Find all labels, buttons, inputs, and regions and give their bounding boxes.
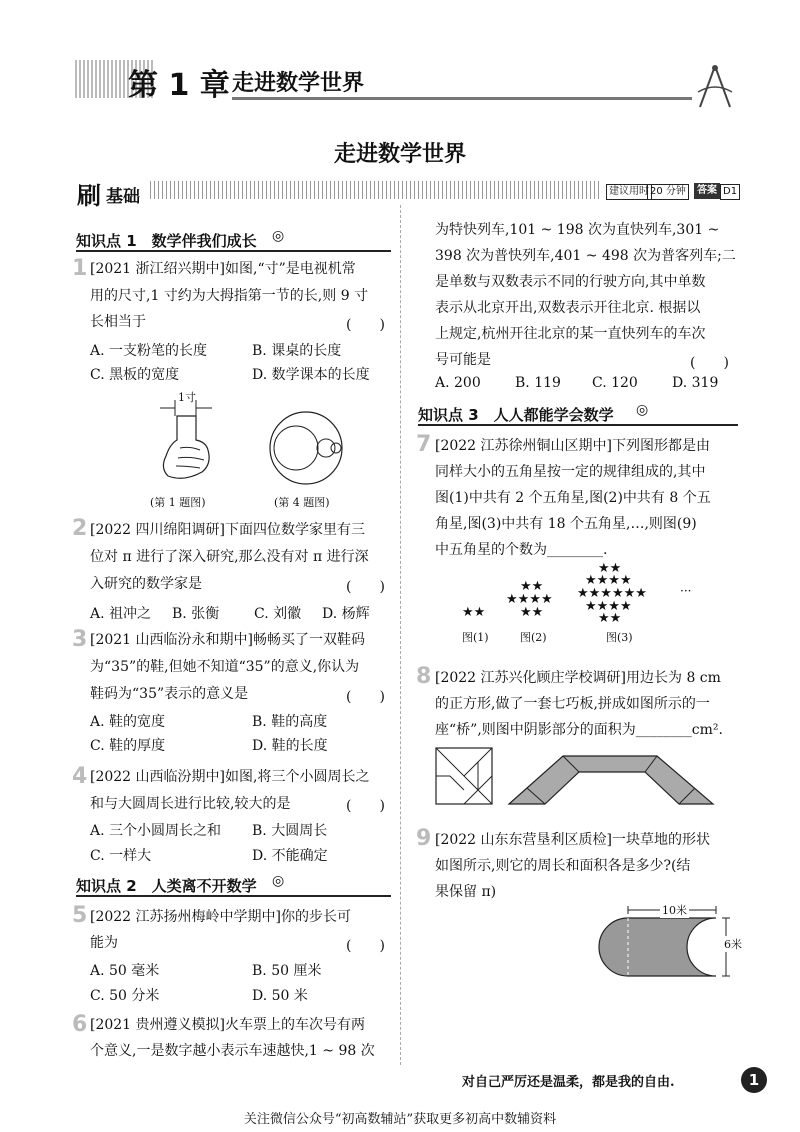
q6-line: 表示从北京开出,双数表示开往北京. 根据以 bbox=[435, 300, 701, 316]
column-divider bbox=[400, 205, 401, 1065]
option-a: A. 三个小圆周长之和 bbox=[90, 823, 222, 839]
option-c: C. 刘徽 bbox=[254, 606, 302, 622]
question-number: 3 bbox=[72, 627, 88, 652]
option-a: A. 鞋的宽度 bbox=[90, 714, 166, 730]
q6-line: 为特快列车,101 ~ 198 次为直快列车,301 ~ bbox=[435, 222, 720, 238]
q2-line: 位对 π 进行了深入研究,那么没有对 π 进行深 bbox=[90, 549, 369, 565]
q6-line: [2021 贵州遵义模拟]火车票上的车次号有两 bbox=[90, 1017, 366, 1033]
q7-line: 角星,图(3)中共有 18 个五角星,…,则图(9) bbox=[435, 516, 697, 532]
target-icon: ◎ bbox=[272, 873, 285, 889]
answer-label: 答案 bbox=[694, 183, 720, 199]
option-a: A. 50 毫米 bbox=[90, 963, 160, 979]
option-c: C. 一样大 bbox=[90, 848, 152, 864]
figure-caption: (第 4 题图) bbox=[274, 496, 330, 509]
q7-line: 图(1)中共有 2 个五角星,图(2)中共有 8 个五 bbox=[435, 490, 711, 506]
figure-caption: 图(2) bbox=[520, 631, 547, 644]
star-row: ★★★★ bbox=[506, 592, 553, 607]
q6-line: 是单数与双数表示不同的行驶方向,其中单数 bbox=[435, 274, 706, 290]
option-d: D. 杨辉 bbox=[322, 606, 370, 622]
option-b: B. 大圆周长 bbox=[252, 823, 328, 839]
option-c: C. 120 bbox=[592, 375, 638, 391]
q1-line: [2021 浙江绍兴期中]如图,“寸”是电视机常 bbox=[90, 261, 356, 277]
kp2-underline bbox=[76, 895, 391, 897]
answer-paren: ( ) bbox=[346, 798, 385, 814]
star-row: ★★ bbox=[598, 611, 622, 626]
q6-line: 398 次为普快列车,401 ~ 498 次为普客列车;二 bbox=[435, 248, 736, 264]
option-d: D. 319 bbox=[672, 375, 719, 391]
option-c: C. 50 分米 bbox=[90, 988, 160, 1004]
target-icon: ◎ bbox=[636, 402, 649, 418]
option-d: D. 鞋的长度 bbox=[252, 738, 328, 754]
q3-line: 鞋码为“35”表示的意义是 bbox=[90, 686, 249, 702]
q8-line: 的正方形,做了一套七巧板,拼成如图所示的一 bbox=[435, 696, 710, 712]
answer-paren: ( ) bbox=[346, 579, 385, 595]
question-number: 6 bbox=[72, 1012, 88, 1037]
q6-line: 号可能是 bbox=[435, 352, 491, 368]
option-a: A. 200 bbox=[435, 375, 481, 391]
question-number: 8 bbox=[416, 664, 432, 689]
option-d: D. 50 米 bbox=[252, 988, 308, 1004]
figure-caption: 图(1) bbox=[462, 631, 489, 644]
star-row: ★★★★ bbox=[585, 599, 632, 614]
option-c: C. 黑板的宽度 bbox=[90, 367, 180, 383]
figure-caption: 图(3) bbox=[606, 631, 633, 644]
answer-paren: ( ) bbox=[346, 317, 385, 333]
footer-note: 关注微信公众号“初高数辅站”获取更多初高中数辅资料 bbox=[243, 1112, 557, 1127]
dim-width: 10米 bbox=[662, 904, 687, 917]
star-row: ★★★★ bbox=[585, 573, 632, 588]
star-row: ★★ bbox=[520, 605, 544, 620]
star-row: ★★ bbox=[462, 605, 486, 620]
q2-line: [2022 四川绵阳调研]下面四位数学家里有三 bbox=[90, 522, 366, 538]
q4-line: [2022 山西临汾期中]如图,将三个小圆周长之 bbox=[90, 769, 370, 785]
star-row: ★★ bbox=[520, 579, 544, 594]
section-label: 基础 bbox=[106, 187, 140, 207]
kp2-title: 知识点 2 人类离不开数学 bbox=[76, 877, 257, 895]
thumb-figure bbox=[150, 398, 220, 483]
q7-line: 中五角星的个数为________. bbox=[435, 542, 608, 558]
option-b: B. 119 bbox=[515, 375, 561, 391]
q3-line: [2021 山西临汾永和期中]畅畅买了一双鞋码 bbox=[90, 632, 366, 648]
chapter-label: 第 1 章 bbox=[128, 68, 230, 103]
compass-icon bbox=[690, 62, 740, 112]
q6-line: 个意义,一是数字越小表示车速越快,1 ~ 98 次 bbox=[90, 1043, 375, 1059]
kp1-underline bbox=[76, 250, 391, 252]
option-b: B. 50 厘米 bbox=[252, 963, 322, 979]
q7-line: [2022 江苏徐州铜山区期中]下列图形都是由 bbox=[435, 438, 711, 454]
option-c: C. 鞋的厚度 bbox=[90, 738, 166, 754]
q9-line: 果保留 π) bbox=[435, 884, 497, 900]
tangram-figure bbox=[434, 746, 494, 806]
option-d: D. 不能确定 bbox=[252, 848, 328, 864]
answer-paren: ( ) bbox=[346, 938, 385, 954]
option-a: A. 一支粉笔的长度 bbox=[90, 343, 208, 359]
bridge-figure bbox=[507, 752, 717, 808]
q7-line: 同样大小的五角星按一定的规律组成的,其中 bbox=[435, 464, 706, 480]
option-b: B. 鞋的高度 bbox=[252, 714, 328, 730]
ellipsis: ··· bbox=[680, 584, 692, 598]
section-bar bbox=[150, 181, 600, 199]
question-number: 2 bbox=[72, 516, 88, 541]
q5-line: 能为 bbox=[90, 935, 118, 951]
answer-value: D1 bbox=[720, 184, 740, 200]
star-row: ★★ bbox=[598, 561, 622, 576]
option-a: A. 祖冲之 bbox=[90, 606, 152, 622]
kp3-underline bbox=[418, 424, 738, 426]
q5-line: [2022 江苏扬州梅岭中学期中]你的步长可 bbox=[90, 909, 352, 925]
chapter-title: 走进数学世界 bbox=[232, 71, 365, 96]
q4-line: 和与大圆周长进行比较,较大的是 bbox=[90, 796, 291, 812]
q2-line: 入研究的数学家是 bbox=[90, 576, 202, 592]
q8-line: [2022 江苏兴化顾庄学校调研]用边长为 8 cm bbox=[435, 670, 721, 686]
q3-line: 为“35”的鞋,但她不知道“35”的意义,你认为 bbox=[90, 659, 360, 675]
q1-line: 用的尺寸,1 寸约为大拇指第一节的长,则 9 寸 bbox=[90, 288, 369, 304]
time-label: 建议用时 bbox=[606, 184, 652, 200]
time-value: 20 分钟 bbox=[647, 184, 689, 200]
target-icon: ◎ bbox=[272, 228, 285, 244]
section-label-big: 刷 bbox=[77, 182, 101, 210]
q6-line: 上规定,杭州开往北京的某一直快列车的车次 bbox=[435, 326, 706, 342]
q8-line: 座“桥”,则图中阴影部分的面积为________cm². bbox=[435, 722, 723, 738]
question-number: 1 bbox=[72, 256, 88, 281]
header-underline bbox=[232, 97, 692, 100]
q1-line: 长相当于 bbox=[90, 314, 146, 330]
answer-paren: ( ) bbox=[346, 689, 385, 705]
inch-label: 1寸 bbox=[178, 391, 196, 404]
option-b: B. 张衡 bbox=[172, 606, 220, 622]
circles-figure bbox=[268, 406, 348, 488]
question-number: 5 bbox=[72, 903, 88, 928]
kp3-title: 知识点 3 人人都能学会数学 bbox=[418, 406, 614, 424]
kp1-title: 知识点 1 数学伴我们成长 bbox=[76, 232, 257, 250]
star-row: ★★★★★★ bbox=[577, 586, 647, 601]
option-d: D. 数学课本的长度 bbox=[252, 367, 370, 383]
question-number: 9 bbox=[416, 826, 432, 851]
question-number: 7 bbox=[416, 432, 432, 457]
footer-motto: 对自己严厉还是温柔，都是我的自由. bbox=[462, 1075, 675, 1090]
figure-caption: (第 1 题图) bbox=[150, 496, 206, 509]
q9-line: [2022 山东东营垦利区质检]一块草地的形状 bbox=[435, 832, 711, 848]
option-b: B. 课桌的长度 bbox=[252, 343, 342, 359]
question-number: 4 bbox=[72, 764, 88, 789]
page-number: 1 bbox=[741, 1067, 767, 1093]
q9-line: 如图所示,则它的周长和面积各是多少?(结 bbox=[435, 858, 691, 874]
page-title: 走进数学世界 bbox=[333, 141, 466, 167]
dim-height: 6米 bbox=[724, 938, 742, 951]
answer-paren: ( ) bbox=[690, 355, 729, 371]
